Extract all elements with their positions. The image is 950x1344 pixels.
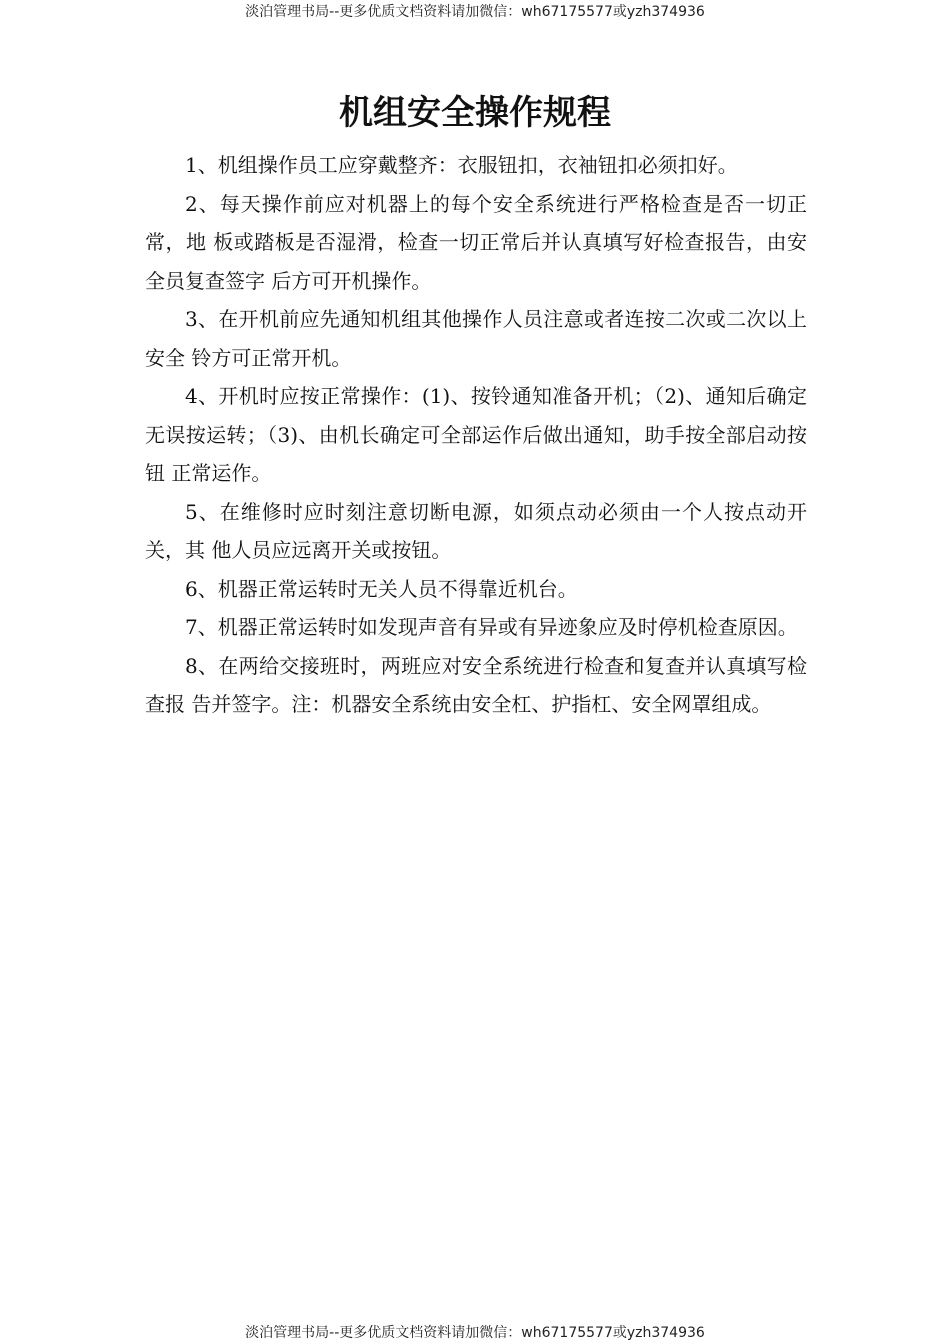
page-footer: 淡泊管理书局--更多优质文档资料请加微信：wh67175577或yzh374936 bbox=[245, 1325, 705, 1341]
rule-paragraph-6: 6、机器正常运转时无关人员不得靠近机台。 bbox=[185, 576, 578, 601]
document-title: 机组安全操作规程 bbox=[339, 93, 611, 133]
rule-paragraph-5: 5、在维修时应时刻注意切断电源，如须点动必须由一个人按点动开关，其 他人员应远离开关或按钮。 bbox=[145, 499, 807, 562]
rule-paragraph-7: 7、机器正常运转时如发现声音有异或有异迹象应及时停机检查原因。 bbox=[185, 615, 798, 639]
rule-paragraph-4: 4、开机时应按正常操作：(1)、按铃通知准备开机；（2)、通知后确定 无误按运转；（3)、由机长确定可全部运作后做出通知，助手按全部启动按钮 正常运作。 bbox=[145, 384, 807, 485]
page-header: 淡泊管理书局--更多优质文档资料请加微信：wh67175577或yzh374936 bbox=[245, 4, 705, 20]
rule-paragraph-8: 8、在两给交接班时，两班应对安全系统进行检查和复查并认真填写检查报 告并签字。注：机器安全系统由安全杠、护指杠、安全网罩组成。 bbox=[145, 653, 807, 716]
rule-paragraph-1: 1、机组操作员工应穿戴整齐：衣服钮扣，衣袖钮扣必须扣好。 bbox=[185, 153, 738, 177]
rule-paragraph-3: 3、在开机前应先通知机组其他操作人员注意或者连按二次或二次以上安全 铃方可正常开机。 bbox=[145, 307, 807, 370]
document-body bbox=[145, 146, 807, 724]
rule-paragraph-2: 2、每天操作前应对机器上的每个安全系统进行严格检查是否一切正常，地 板或踏板是否湿滑，检查一切正常后并认真填写好检查报告，由安全员复查签字 后方可开机操作。 bbox=[145, 191, 807, 293]
